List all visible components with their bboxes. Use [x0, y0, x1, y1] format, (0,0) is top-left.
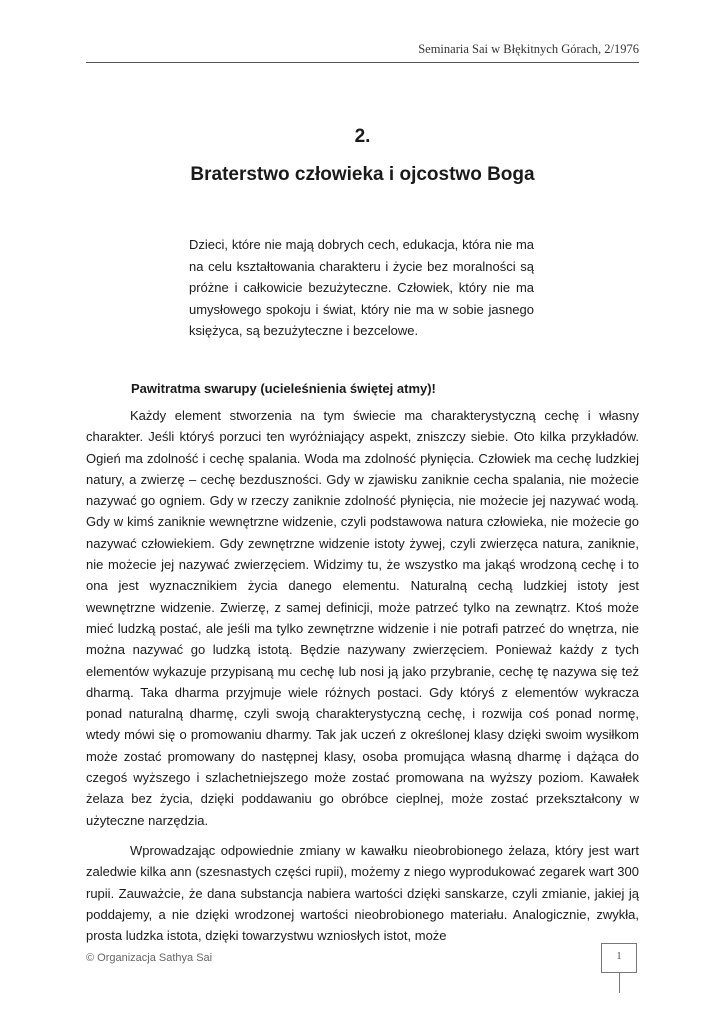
chapter-number: 2. — [354, 126, 371, 147]
page-number: 1 — [601, 943, 637, 973]
body-paragraph: Każdy element stworzenia na tym świecie ma charakterystyczną cechę i własny charakter. Jeśli któryś porzuci ten wyróżniający aspekt, zniszczy siebie. Oto kilka przykładów. Ogień ma zdolność i cechę spalania. Woda ma zdolność płynięcia. Człowiek ma cechę ludzkiej natury, a zwierzę – cechę bezduszności. Gdy w zjawisku zaniknie cecha spalania, nie możecie nazywać go ogniem. Gdy w rzeczy zaniknie zdolność płynięcia, nie możecie jej nazywać wodą. Gdy w kimś zaniknie wewnętrzne widzenie, czyli podstawowa natura człowieka, nie możecie go nazywać człowiekiem. Gdy zewnętrzne widzenie istoty żywej, czyli zwierzęca natura, zaniknie, nie możecie jej nazywać zwierzęciem. Widzimy tu, że wszystko ma jakąś wrodzoną cechę i to ona jest wyznacznikiem życia danego elementu. Naturalną cechą ludzkiej istoty jest wewnętrzne widzenie. Zwierzę, z samej definicji, może patrzeć tylko na zewnątrz. Ktoś może mieć ludzką postać, ale jeśli ma tylko zewnętrzne widzenie i nie potrafi patrzeć do wnętrza, nie można nazywać go ludzką istotą. Będzie nazywany zwierzęciem. Ponieważ każdy z tych elementów wykazuje przypisaną mu cechę lub nosi ją jako przybranie, cechę tę nazywa się też dharmą. Taka dharma przyjmuje wiele różnych postaci. Gdy któryś z elementów wykracza ponad naturalną dharmę, czyli swoją charakterystyczną cechę, i rozwija coś ponad normę, wtedy mówi się o promowaniu dharmy. Tak jak uczeń z określonej klasy dzięki swoim wysiłkom może zostać promowany do następnej klasy, osoba promująca własną dharmę i dążąca do czegoś wyższego i szlachetniejszego może zostać promowana na wyższy poziom. Kawałek żelaza bez życia, dzięki poddawaniu go obróbce cieplnej, może zostać przekształcony w użyteczne narzędzia. — [86, 408, 639, 828]
epigraph-quote: Dzieci, które nie mają dobrych cech, edukacja, która nie ma na celu kształtowania charakteru i życie bez moralności są próżne i całkowicie bezużyteczne. Człowiek, który nie ma umysłowego spokoju i świat, który nie ma w sobie jasnego księżyca, są bezużyteczne i bezcelowe. — [189, 237, 534, 338]
body-text — [86, 405, 639, 955]
header-divider — [86, 62, 639, 63]
footer-copyright: © Organizacja Sathya Sai — [86, 952, 213, 964]
page-number-stem — [619, 973, 620, 993]
running-header: Seminaria Sai w Błękitnych Górach, 2/1976 — [418, 42, 639, 56]
section-heading: Pawitratma swarupy (ucieleśnienia świętej atmy)! — [131, 381, 436, 396]
body-paragraph: Wprowadzając odpowiednie zmiany w kawałku nieobrobionego żelaza, który jest wart zaledwie kilka ann (szesnastych części rupii), możemy z niego wyprodukować zegarek wart 300 rupii. Zauważcie, że dana substancja nabiera wartości dzięki sanskarze, czyli zmianie, jakiej ją poddajemy, a nie dzięki wrodzonej wartości nieobrobionego materiału. Analogicznie, zwykła, prosta ludzka istota, dzięki towarzystwu wzniosłych istot, może — [86, 842, 639, 944]
chapter-title: Braterstwo człowieka i ojcostwo Boga — [190, 164, 535, 185]
